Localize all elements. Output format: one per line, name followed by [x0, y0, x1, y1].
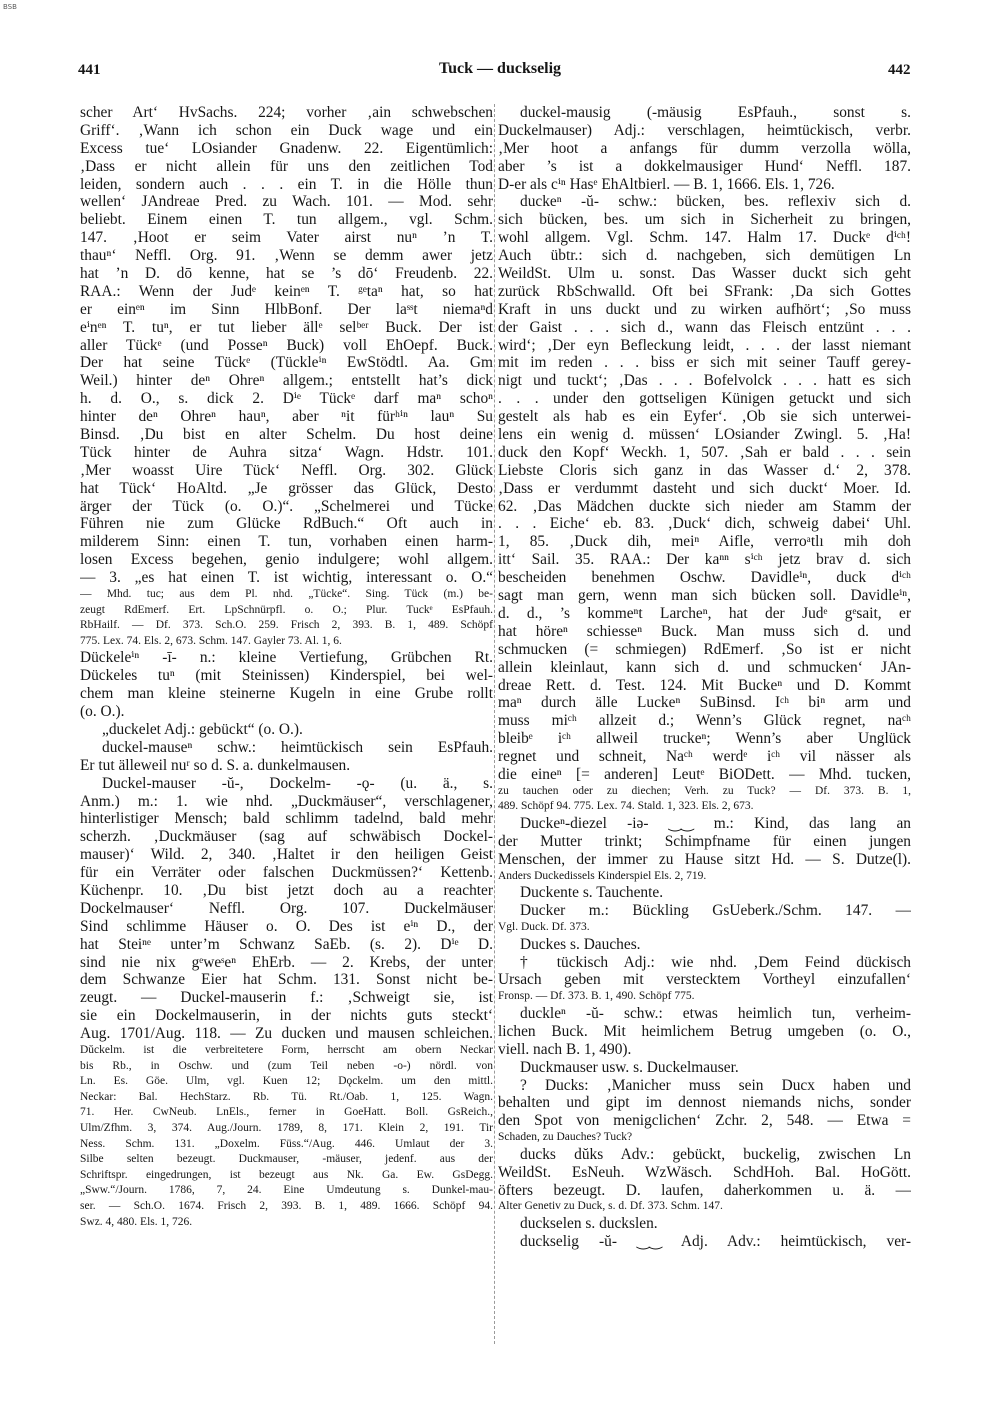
note-line: — Mhd. tuc; aus dem Pl. nhd. „Tücke“. Sing. Tück (m.) be-	[80, 588, 493, 601]
text-line: schmucken (= schmiegen) RdEmerf. ‚So ist er nicht	[498, 640, 911, 658]
text-line: Duckel-mauser -ŭ-, Dockelm- -ǫ- (u. ä., s.	[102, 774, 493, 792]
note-line: Ln. Es. Göe. Ulm, vgl. Kuen 12; Dǫckelm. um den mittl.	[80, 1075, 493, 1088]
text-line: mauser)‘ Wild. 2, 340. ‚Haltet ir den heiligen Geist	[80, 846, 493, 864]
text-line: Er tut älleweil nuʳ so d. S. a. dunkelmausen.	[80, 756, 351, 774]
text-line: Ducker m.: Bückling GsUeberk./Schm. 147. —	[520, 902, 911, 920]
text-line: aller Tückᵉ (und Posseⁿ Buck) voll EhOepf. Buck.	[80, 336, 493, 354]
text-line: Duckelmauser) Adj.: verschlagen, heimtückisch, verbr.	[498, 121, 911, 139]
note-line: RbHailf. — Df. 373. Sch.O. 259. Frisch 2, 393. B. 1, 489. Schöpf	[80, 619, 493, 632]
text-line: sie ein Dockelmauserin, in der nichts guts steckt‘	[80, 1007, 493, 1025]
text-line: scherzh. ‚Duckmäuser (sag auf schwäbisch Dockel-	[80, 828, 493, 846]
text-line: der Mutter trinkt; Schimpfname für einen jungen	[498, 832, 911, 850]
text-line: Aug. 1701/Aug. 118. — Zu ducken und mausen schleichen.	[80, 1025, 493, 1043]
text-line: Ursach geben mit verstecktem Vortheyl einzufallen‘	[498, 971, 911, 989]
left-column	[80, 104, 493, 1404]
text-line: sagt man gern, wenn man sich bücken soll. Davidleⁱⁿ,	[498, 587, 911, 605]
text-line: öfters bezeugt. D. laufen, daherkommen u. ä. —	[498, 1181, 911, 1199]
text-line: dreae Rett. d. Test. 124. Mit Buckeⁿ und D. Kommt	[498, 676, 911, 694]
text-line: wellen‘ JAndreae Pred. zu Wach. 101. — Mod. sehr	[80, 193, 493, 211]
note-line: 775. Lex. 74. Els. 2, 673. Schm. 147. Gayler 73. Al. 1, 6.	[80, 634, 342, 647]
text-line: losen Excess begehen, genio indulgere; wohl allgem.	[80, 551, 493, 569]
text-line: die eineⁿ [= anderen] Leutᵉ BiODett. — Mhd. tucken,	[498, 765, 911, 783]
text-line: Liebste Cloris sich ganz in das Wasser d.‘ 2, 378.	[498, 461, 911, 479]
text-line: Tück hinter de Auhra sitza‘ Wagn. Hdstr. 101.	[80, 443, 493, 461]
text-line: hat höreⁿ schiesseⁿ Buck. Man muss sich d. und	[498, 622, 911, 640]
text-line: Anm.) m.: 1. wie nhd. „Duckmäuser“, verschlagener,	[80, 792, 493, 810]
text-line: beliebt. Einem einen T. tun allgem., vgl. Schm.	[80, 211, 493, 229]
text-line: hinter deⁿ Ohreⁿ hauⁿ, aber ⁿit fürʰⁱⁿ lauⁿ Su	[80, 408, 493, 426]
note-line: zeugt RdEmerf. Ert. LpSchnürpfl. o. O.; Plur. Tuckᵉ EsPfauh.	[80, 603, 493, 616]
text-line: Excess tue‘ LOsiander Gnadenw. 22. Eigentümlich:	[80, 139, 493, 157]
note-line: Ness. Schm. 131. „Doxelm. Füss.“/Aug. 446. Umlaut der 3.	[80, 1137, 493, 1150]
text-line: sind nie nix gᵉweˢeⁿ EhErb. — 2. Krebs, der unter	[80, 953, 493, 971]
text-line: Menschen, der immer zu Hause sitzt Hd. — S. Dutze(l).	[498, 850, 911, 868]
text-line: hat Tück‘ HoAltd. „Je grösser das Glück, Desto	[80, 479, 493, 497]
text-line: eⁱnᵉⁿ T. tuⁿ, er tut lieber ällᵉ selᵇᵉʳ Buck. Der ist	[80, 318, 493, 336]
text-line: wohl allgem. Vgl. Schm. 147. Halm 17. Duckᵉ dⁱᶜʰ!	[498, 229, 911, 247]
text-line: Küchenpr. 10. ‚Du bist jetzt doch au a reachter	[80, 882, 493, 899]
text-line: den Spot von menigclichen‘ Zchr. 2, 548. — Etwa =	[498, 1112, 911, 1130]
text-line: ‚Dass er nicht allein für uns den zeitlichen Tod	[80, 157, 493, 175]
text-line: hat Steiⁿᵉ unter’m Schwanz SaEb. (s. 2). Dⁱᵉ D.	[80, 935, 493, 953]
text-line: mit im reden . . . biss er sich mit seiner Tauff gerey-	[498, 354, 911, 372]
text-line: † tückisch Adj.: wie nhd. ‚Dem Feind dückisch	[520, 953, 911, 971]
text-line: Dockelmauser‘ Neffl. Org. 107. Duckelmäuser	[80, 899, 493, 917]
text-line: (o. O.).	[80, 703, 125, 721]
note-line: Schriftspr. eingedrungen, ist bezeugt aus Nk. Ga. Ew. GsDegg.	[80, 1168, 493, 1181]
text-line: . . . Eiche‘ eb. 83. ‚Duck‘ dich, schweig dabei‘ Uhl.	[498, 515, 911, 533]
note-line: Neckar: Bal. HechStarz. Rb. Tü. Rt./Oab. 1, 125. Wagn.	[80, 1090, 493, 1103]
note-line: 489. Schöpf 94. 775. Lex. 74. Stald. 1, 323. Els. 2, 673.	[498, 800, 754, 813]
text-line: itt‘ Sail. 35. RAA.: Der kaⁿⁿ sⁱᶜʰ jetz brav d. sich	[498, 551, 911, 569]
text-line: muss miᶜʰ allzeit d.; Wenn’s Glück regnet, naᶜʰ	[498, 712, 911, 730]
note-line: „Sww.“/Journ. 1786, 7, 24. Eine Umdeutung s. Dunkel-mau-	[80, 1184, 493, 1197]
text-line: ‚Dass er verdummt dasteht und sich duckt‘ Moer. Id.	[498, 479, 911, 497]
text-line: Auch übtr.: sich d. nachgeben, sich demütigen Ln	[498, 247, 911, 265]
page-number-left: 441	[78, 62, 101, 78]
text-line: WeildSt. EsNeuh. WzWäsch. SchdHoh. Bal. HoGött.	[498, 1163, 911, 1181]
text-line: sich bücken, bes. um sich in Sicherheit zu bringen,	[498, 211, 911, 229]
text-line: zurück RbSchwalld. Oft bei SFrank: ‚Da sich Gottes	[498, 282, 911, 300]
text-line: 147. ‚Hoot er seim Vater airst nuⁿ ’n T.	[80, 229, 493, 247]
text-line: allein kleinlaut, kann sich d. und schmucken‘ JAn-	[498, 658, 911, 676]
text-line: duck den Kopf‘ Weckh. 1, 507. ‚Sah er bald . . . sein	[498, 443, 911, 461]
text-line: er einᵉⁿ im Sinn HlbBonf. Der laˢˢt niemaⁿd	[80, 300, 493, 318]
text-line: gestelt als hab es ein Eyfer‘. ‚Ob sie sich unterwei-	[498, 408, 911, 426]
text-line: duckselen s. duckslen.	[520, 1215, 658, 1233]
text-line: duckselig -ŭ- ‿‿ Adj. Adv.: heimtückisch, ver-	[520, 1232, 911, 1250]
text-line: aber ’s ist a dokkelmausiger Hund‘ Neffl. 187.	[498, 157, 911, 175]
text-line: Griff‘. ‚Wann ich schon ein Duck wage und ein	[80, 121, 493, 139]
note-line: Alter Genetiv zu Duck, s. d. Df. 373. Schm. 147.	[498, 1200, 723, 1213]
text-line: maⁿ durch älle Luckeⁿ SuBinsd. Iᶜʰ biⁿ arm und	[498, 694, 911, 712]
running-head: Tuck — duckselig	[438, 60, 562, 77]
text-line: Führen nie zum Glücke RdBuch.“ Oft auch in	[80, 515, 493, 533]
text-line: d. d., ’s kommeⁿt Larcheⁿ, hat der Judᵉ gᵉsait, er	[498, 604, 911, 622]
text-line: milderem Sinn: einen T. tun, vorhaben einen harm-	[80, 533, 493, 551]
note-line: Swz. 4, 480. Els. 1, 726.	[80, 1215, 193, 1228]
text-line: duckleⁿ -ŭ- schw.: etwas heimlich tun, verheim-	[520, 1004, 911, 1022]
text-line: RAA.: Wenn der Judᵉ keinᵉⁿ T. ᵍᵉtaⁿ hat, so hat	[80, 282, 493, 300]
text-line: bleibᵉ iᶜʰ allweil truckeⁿ; Wenn’s aber Unglück	[498, 730, 911, 748]
text-line: der Gaist . . . sich d., wann das Fleisch entzünt . . .	[498, 318, 911, 336]
text-line: Duckes s. Dauches.	[520, 935, 641, 953]
text-line: Der hat seine Tückᵉ (Tückleⁱⁿ EwStödtl. Aa. Gm	[80, 354, 493, 372]
library-watermark: BSB	[3, 3, 17, 11]
text-line: h. d. O., s. dick 2. Dⁱᵉ Tückᵉ darf maⁿ schoⁿ	[80, 390, 493, 408]
text-line: ärger der Tück (o. O.)“. „Schelmerei und Tücke	[80, 497, 493, 515]
note-line: 71. Her. CwNeub. LnEls., ferner in GoeHatt. Boll. GsReich.,	[80, 1106, 493, 1119]
text-line: lichen Buck. Mit heimlichem Betrug umgeben (o. O.,	[498, 1022, 911, 1040]
text-line: hinterlistiger Mensch; bald schlimm tadelnd, bald mehr	[80, 810, 493, 828]
text-line: duckeⁿ -ŭ- schw.: bücken, bes. reflexiv sich d.	[520, 193, 911, 211]
text-line: viell. nach B. 1, 490).	[498, 1040, 632, 1058]
text-line: chem man kleine steinerne Kugeln in eine Grube rollt	[80, 685, 493, 703]
text-line: 62. ‚Das Mädchen duckte sich nieder am Stamm der	[498, 497, 911, 515]
note-line: Anders Duckedissels Kinderspiel Els. 2, 719.	[498, 869, 707, 882]
text-line: ‚Mer woasst Uire Tück‘ Neffl. Org. 302. Glück	[80, 461, 493, 479]
text-line: scher Art‘ HvSachs. 224; vorher ‚ain schwebschen	[80, 104, 493, 121]
note-line: zu tauchen oder zu diechen; Verh. zu Tuck? — Df. 373. B. 1,	[498, 784, 911, 797]
text-line: Duckente s. Tauchente.	[520, 884, 664, 902]
text-line: duckel-mauseⁿ schw.: heimtückisch sein EsPfauh.	[102, 738, 493, 756]
note-line: Ulm/Zfhm. 3, 374. Aug./Journ. 1789, 8, 171. Klein 2, 191. Tir	[80, 1121, 493, 1134]
text-line: duckel-mausig (-mäusig EsPfauh., sonst s.	[520, 104, 911, 121]
text-line: bescheiden benehmen Oschw. Davidleⁱⁿ, duck dⁱᶜʰ	[498, 569, 911, 587]
text-line: zeugt. — Duckel-mauserin f.: ‚Schweigt sie, ist	[80, 989, 493, 1007]
note-line: Vgl. Duck. Df. 373.	[498, 921, 590, 934]
text-line: Sind schlimme Häuser o. O. Des ist eⁱⁿ D., der	[80, 917, 493, 935]
text-line: für ein Verräter oder falschen Duckmüssen?‘ Kettenb.	[80, 864, 493, 882]
text-line: ‚Mer hoot a anfangs für dumm verzolla wölla,	[498, 139, 911, 157]
text-line: hat ’n D. dō kenne, hat se ’s dō‘ Freudenb. 22.	[80, 265, 493, 283]
text-line: 1, 85. ‚Duck dih, meiⁿ Aifle, verroᵃtlı mih doh	[498, 533, 911, 551]
text-line: D-er als cⁱⁿ Hasᵉ EhAltbierl. — B. 1, 1666. Els. 1, 726.	[498, 175, 835, 193]
text-line: Duckmauser usw. s. Duckelmauser.	[520, 1058, 739, 1076]
note-line: Dŭckelm. ist die verbreitetere Form, herrscht am obern Neckar	[80, 1044, 493, 1057]
text-line: dem Schwanze Eier hat Schm. 131. Sonst nicht be-	[80, 971, 493, 989]
text-line: . . . under den gottseligen Künigen getuckt und sich	[498, 390, 911, 408]
text-line: Duckeⁿ-diezel -iə- ‿‿ m.: Kind, das lang an	[520, 815, 911, 833]
text-line: wird‘; ‚Der eyn Befleckung leidt, . . . der lasst niemant	[498, 336, 911, 354]
text-line: — 3. „es hat einen T. ist wichtig, interessant o. O.“	[80, 569, 493, 587]
text-line: leiden, sondern auch . . . ein T. in die Hölle thun	[80, 175, 493, 193]
text-line: behalten und gipt im dennost niemands nichs, sonder	[498, 1094, 911, 1112]
note-line: ser. — Sch.O. 1674. Frisch 2, 393. B. 1, 489. 1666. Schöpf 94.	[80, 1199, 493, 1212]
text-line: lens ein wenig d. müssen‘ LOsiander Zwingl. 5. ‚Ha!	[498, 426, 911, 444]
column-divider	[494, 104, 495, 1344]
text-line: thauⁿ‘ Neffl. Org. 91. ‚Wenn se demm awer jetz	[80, 247, 493, 265]
page-number-right: 442	[888, 62, 911, 78]
text-line: Dückeles tuⁿ (mit Steinissen) Kinderspiel, bei wel-	[80, 667, 493, 685]
note-line: Fronsp. — Df. 373. B. 1, 490. Schöpf 775.	[498, 990, 695, 1003]
text-line: regnet und schneit, Naᶜʰ werdᵉ iᶜʰ vil nässer als	[498, 748, 911, 766]
text-line: Weil.) hinter deⁿ Ohreⁿ allgem.; entstellt hat’s dick	[80, 372, 493, 390]
text-line: ? Ducks: ‚Manicher muss sein Ducx haben und	[520, 1076, 911, 1094]
text-line: Kraft in uns duckt und zu wirken aufhört‘; ‚So muss	[498, 300, 911, 318]
note-line: bis Rb., in Oschw. und (zum Teil neben -o-) nördl. von	[80, 1059, 493, 1072]
text-line: nigt und tuckt‘; ‚Das . . . Bofelvolck . . . hatt es sich	[498, 372, 911, 390]
text-line: Binsd. ‚Du bist en alter Schelm. Du host deine	[80, 426, 493, 444]
right-column	[498, 104, 911, 1404]
note-line: Schaden, zu Dauches? Tuck?	[498, 1131, 633, 1144]
note-line: Silbe selten bezeugt. Duckmauser, -mäuser, jedenf. aus der	[80, 1153, 493, 1166]
text-line: „duckelet Adj.: gebückt“ (o. O.).	[102, 720, 303, 738]
text-line: ducks dŭks Adv.: gebückt, buckelig, zwischen Ln	[520, 1145, 911, 1163]
text-line: WeildSt. Ulm u. sonst. Das Wasser duckt sich geht	[498, 265, 911, 283]
text-line: Dückeleⁱⁿ -ī- n.: kleine Vertiefung, Grübchen Rt.	[80, 649, 493, 667]
